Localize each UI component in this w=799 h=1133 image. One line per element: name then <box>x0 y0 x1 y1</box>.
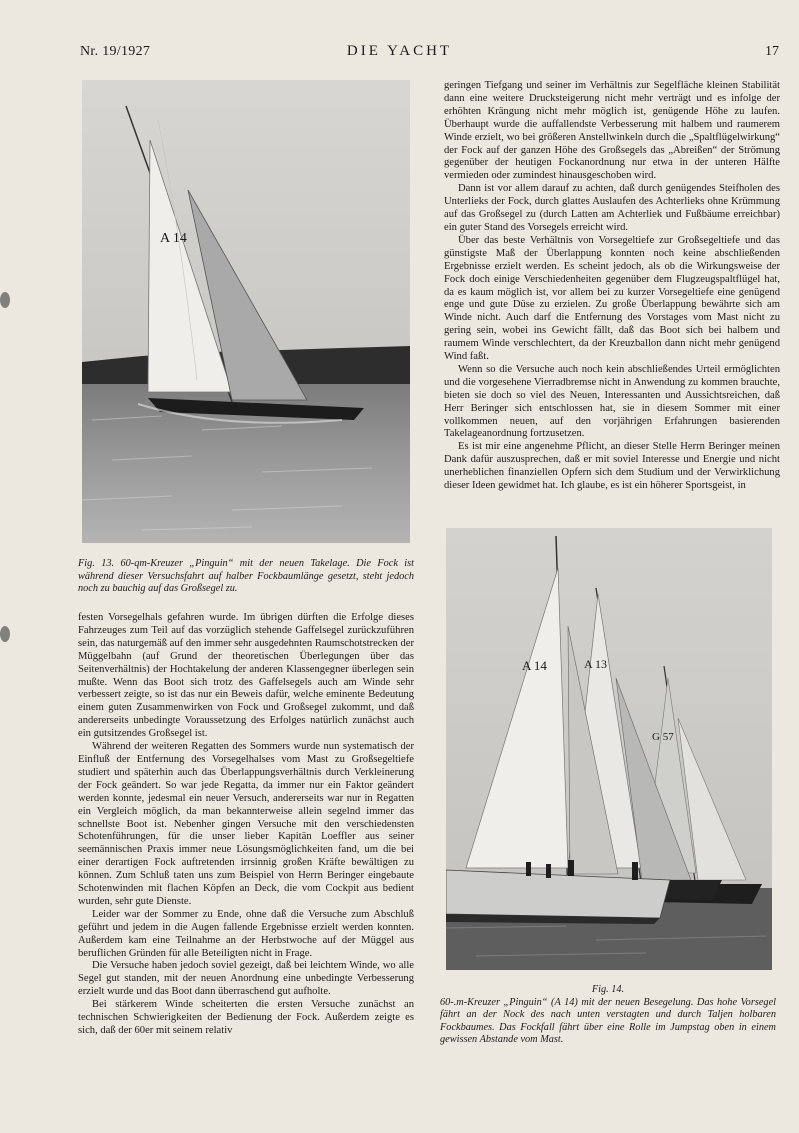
paragraph: Die Versuche haben jedoch soviel gezeigt, daß bei leichtem Winde, wo alle Segel gut standen, mit der neuen Anordnung eine unbedingte Verbesserung erzielt wurde und das Boot dann überraschend gut aufholte. <box>78 960 414 998</box>
paragraph: Bei stärkerem Winde scheiterten die ersten Versuche zunächst an technischen Schwierigkeiten der Bedienung der Fock. Außerdem zeigte es sich, daß der 60er mit seinem relativ <box>78 999 414 1036</box>
paragraph: Während der weiteren Regatten des Sommers wurde nun systematisch der Einfluß der Entfernung des Vorsegelhalses vom Mast zu Großsegeltiefe studiert und späterhin auch das Überlappungsverhältnis durch Verkleinerung der Fock geändert. So war jede Regatta, da immer nur ein Faktor geändert werden konnte, jedesmal ein neuer Versuch, andererseits war nur in Regatten ein Vergleich möglich, da man bekannterweise allein segelnd immer das schnellste Boot ist. Nebenher gingen Versuche mit den verschiedensten Schotenführungen, für die unser lieber Kapitän Loeffler aus seiner seemännischen Praxis immer neue Lösungsmöglichkeiten fand, um die bei einer derartigen Fock auftretenden irrsinnig großen Kräfte bewältigen zu können. Zum Schluß taten uns zum Beispiel von Herrn Beringer eingebaute Schotenwinden mit flachen Köpfen an Deck, die vom Cockpit aus bedient wurden, sehr gute Dienste. <box>78 741 414 907</box>
sail-number-a13: A 13 <box>584 657 608 671</box>
paragraph: Leider war der Sommer zu Ende, ohne daß die Versuche zum Abschluß geführt und jedem in die Augen fallende Ergebnisse erzielt werden konnten. Außerdem kam eine Teilnahme an der Herbstwoche auf der Müggel aus beruflichen Gründen für alle Beteiligten nicht in Frage. <box>78 908 414 959</box>
figure-14-caption-text: 60-.m-Kreuzer „Pinguin“ (A 14) mit der neuen Besegelung. Das hohe Vorsegel fährt an der Nock des nach unten verstagten und durch Taljen holbaren Fockbaumes. Das Fockfall fährt über eine Rolle im Jumpstag oben in einem gewissen Abstande vom Mast. <box>440 996 776 1045</box>
binding-hole-mark <box>0 626 10 642</box>
left-text-column <box>78 612 414 1038</box>
paragraph: Über das beste Verhältnis von Vorsegeltiefe zur Großsegeltiefe und das günstigste Maß der Überlappung konnten noch keine abschließenden Ergebnisse erzielt werden. Es scheint jedoch, als ob die Wirkungsweise der Fock doch einige Verschiedenheiten gegenüber dem Flugzeugspaltflügel hat, da es kaum möglich ist, vor allem bei zu kurzer Vorsegeltiefe eine genügend enge und gute Düse zu erzielen. Zu große Überlappung bewährte sich am Winde nicht. Auch darf die Entfernung des Vorstages vom Mast nicht zu gering sein, wobei ins Gewicht fällt, daß das Boot sich bei halbem und raumem Winde verschlechtert, da der Kreuzballon dann nicht mehr genügend Wind faßt. <box>444 234 780 363</box>
sail-number-a14: A 14 <box>160 231 187 246</box>
figure-13-caption: Fig. 13. 60-qm-Kreuzer „Pinguin“ mit der neuen Takelage. Die Fock ist während dieser Versuchsfahrt auf halber Fockbaumlänge gesetzt, steht jedoch noch zu bauchig auf das Großsegel zu. <box>78 558 414 594</box>
page-number: 17 <box>765 44 779 59</box>
paragraph: Dann ist vor allem darauf zu achten, daß durch genügendes Steifholen des Unterlieks der Fock, durch glattes Auslaufen des Achterlieks ohne Krümmung auf das Großsegel zu (durch Latten am Achterliek und Fußbäume erreichbar) ein guter Stand des Vorsegels erreicht wird. <box>444 183 780 233</box>
paragraph: geringen Tiefgang und seiner im Verhältnis zur Segelfläche kleinen Stabilität dann eine weitere Drucksteigerung nicht mehr verträgt und es infolge der erhöhten Krängung nicht mehr möglich ist, genügende Höhe zu laufen. Überhaupt wurde die auffallendste Verbesserung mit halbem und raumerem Winde erzielt, wo bei größeren Anstellwinkeln durch die „Spaltflügelwirkung“ der Fock auf der ganzen Höhe des Großsegels das „Abreißen“ der Strömung gegenüber der heutigen Fockanordnung nur etwa in der unteren Hälfte vermieden oder zumindest hinausgeschoben wird. <box>444 80 780 182</box>
paragraph: Es ist mir eine angenehme Pflicht, an dieser Stelle Herrn Beringer meinen Dank dafür auszusprechen, daß er mit soviel Interesse und Energie und nicht unerheblichen finanziellen Opfern sich dem Studium und der Verwirklichung dieser Ideen gewidmet hat. Ich glaube, es ist ein höherer Sportsgeist, in <box>444 441 780 492</box>
figure-14-label: Fig. 14. <box>591 984 625 995</box>
magazine-title: DIE YACHT <box>346 43 453 59</box>
paragraph: Wenn so die Versuche auch noch kein abschließendes Urteil ermöglichten und die vorgesehene Vierradbremse nicht in Anwendung zu kommen brauchte, bieten sie doch so viel des Neuen, Interessanten und Aussichtsreichen, daß Herr Beringer sich entschlossen hat, sie in diesem Sommer mit einer vollkommen neuen, auf den vorjährigen Erfahrungen basierenden Takelageanordnung fortzusetzen. <box>444 363 780 440</box>
yacht-photo-fig13 <box>82 80 410 543</box>
binding-hole-mark <box>0 292 10 308</box>
figure-14-caption <box>440 984 776 1047</box>
paragraph: festen Vorsegelhals gefahren wurde. Im übrigen dürften die Erfolge dieses Fahrzeuges zum Teil auf das vorzüglich stehende Gaffelsegel zurückzuführen sein, das naturgemäß auf den immer sehr ausgedehnten Raumschotstrecken der Müggelbahn (auf Grund der theoretischen Überlegungen über das Seitenverhältnis) der Hochtakelung der anderen Klassengegner überlegen sein mußte. Wenn das Boot sich trotz des Gaffelsegels auch am Winde sehr verbessert zeigte, so ist das nur ein Beweis dafür, welche eminente Bedeutung einem guten Zusammenwirken von Fock und Großsegel zukommt, und daß andererseits unbedingte Voraussetzung des Erfolges natürlich zunächst auch ein gutsitzendes Großsegel ist. <box>78 612 414 740</box>
yacht-photo-fig14-image <box>446 528 772 970</box>
sail-number-g57: G 57 <box>652 731 674 743</box>
yacht-photo-fig13-image <box>82 80 410 543</box>
right-text-column <box>444 80 780 493</box>
issue-number: Nr. 19/1927 <box>80 44 151 59</box>
sail-number-a14: A 14 <box>522 658 547 673</box>
yacht-photo-fig14 <box>446 528 772 970</box>
page-header <box>0 44 799 66</box>
